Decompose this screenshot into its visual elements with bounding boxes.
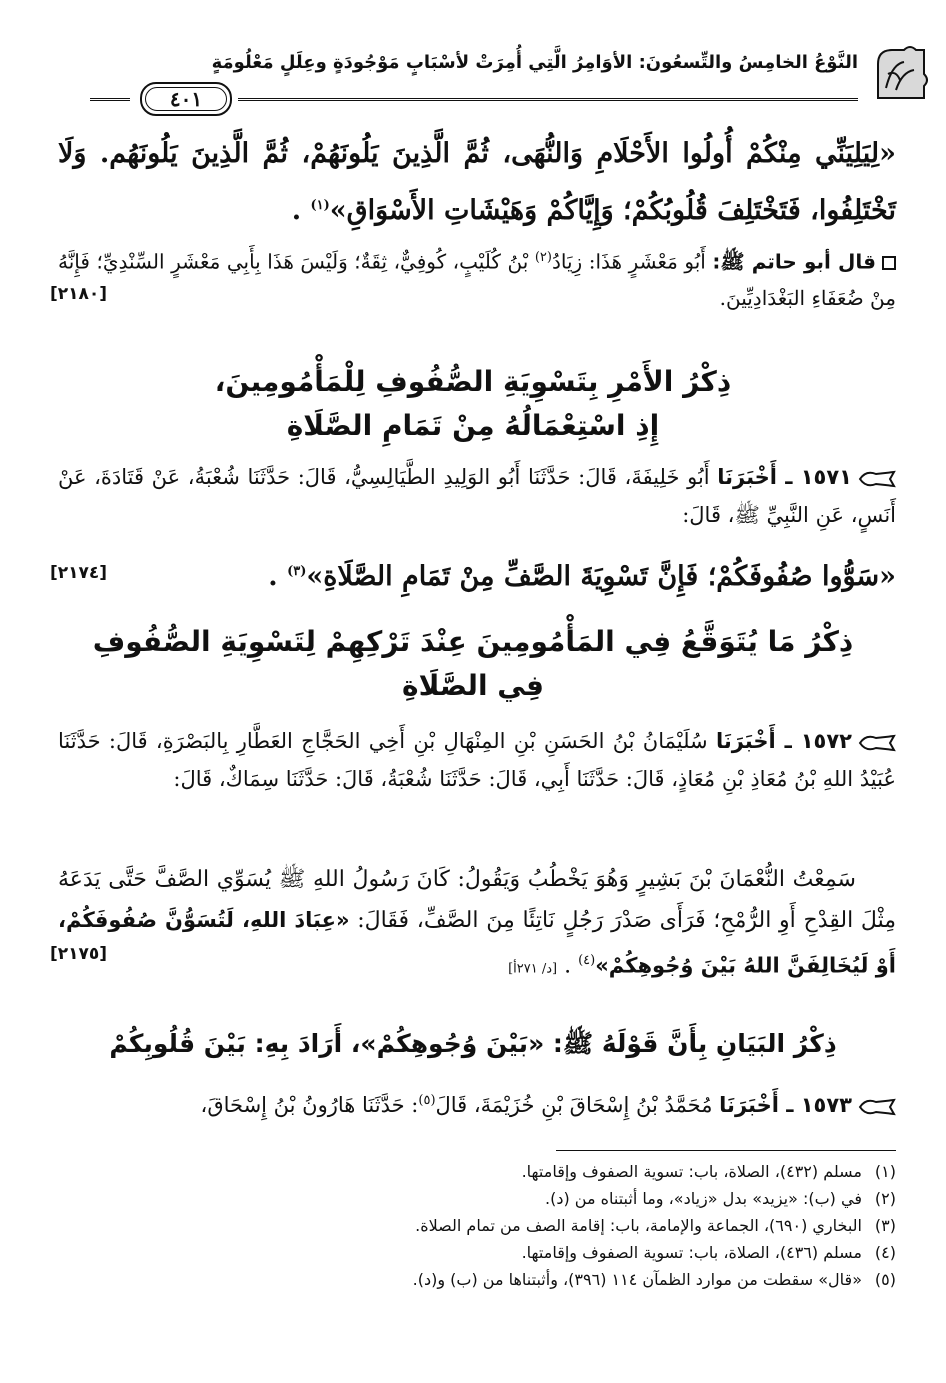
page-header (90, 40, 858, 110)
hadith-chain: : حَدَّثَنَا هَارُونُ بْنُ إِسْحَاقَ، (200, 1093, 419, 1117)
hadith-chain: سُلَيْمَانُ بْنُ الحَسَنِ بْنِ المِنْهَالِ بْنِ أَخِي الحَجَّاجِ العَطَّارِ بِالبَصْرَةِ، قَالَ: حَدَّثَنَا عُبَيْدُ اللهِ بْنُ مُعَاذِ بْنِ مُعَاذٍ، قَالَ: حَدَّثَنَا أَبِي، قَالَ: حَدَّثَنَا شُعْبَةُ، قَالَ: حَدَّثَنَا سِمَاكٌ، قَالَ: (58, 729, 896, 791)
footnote-text: البخاري (٦٩٠)، الجماعة والإمامة، باب: إقامة الصف من تمام الصلاة. (415, 1216, 862, 1235)
hadith-marker-icon (858, 732, 896, 754)
footnote (56, 1266, 896, 1293)
abu-hatim-note (58, 240, 896, 316)
footnote-text: في (ب): «يزيد» بدل «زياد»، وما أثبتناه من (د). (545, 1189, 862, 1208)
intro-hadith-text: «لِيَلِيَنِّي مِنْكُمْ أُولُوا الأَحْلَامِ وَالنُّهَى، ثُمَّ الَّذِينَ يَلُونَهُمْ، ثُمَّ الَّذِينَ يَلُونَهُم. وَلَا تَخْتَلِفُوا، فَتَخْتَلِفَ قُلُوبُكُمْ؛ وَإِيَّاكُمْ وَهَيْشَاتِ الأَسْوَاقِ» (58, 138, 896, 226)
hadith-chain: أَبُو خَلِيفَةَ، قَالَ: حَدَّثَنَا أَبُو الوَلِيدِ الطَّيَالِسِيُّ، قَالَ: حَدَّثَنَا شُعْبَةُ، عَنْ قَتَادَةَ، عَنْ أَنَسٍ، عَنِ النَّبِيِّ ﷺ، قَالَ: (58, 465, 896, 527)
footnotes (56, 1158, 896, 1293)
reference-number: [٢١٨٠] (50, 284, 108, 304)
footnote-mark: (٢) (534, 250, 552, 265)
footnote-mark: (٣) (287, 564, 307, 579)
footnote (56, 1212, 896, 1239)
corner-ornament-icon (874, 44, 928, 102)
header-rule (238, 98, 858, 101)
manuscript-mark: [د/ ٢٧١أ] (508, 961, 558, 977)
hadith-number: ١٥٧٢ ـ أَخْبَرَنَا (715, 729, 853, 753)
header-rule (90, 98, 130, 101)
section-title-line: إِذِ اسْتِعْمَالُهُ مِنْ تَمَامِ الصَّلَاةِ (286, 409, 660, 442)
footnote-number: (١) (874, 1162, 896, 1181)
square-bullet-icon (882, 256, 896, 270)
footnote-number: (٤) (874, 1243, 896, 1262)
section-title: ذِكْرُ البَيَانِ بِأَنَّ قَوْلَهُ ﷺ: «بَيْنَ وُجُوهِكُمْ»، أَرَادَ بِهِ: بَيْنَ قُلُوبِكُمْ (109, 1029, 837, 1058)
hadith-quote: «عِبَادَ اللهِ، لَتُسَوُّنَّ صُفُوفَكُمْ، أَوْ لَيُخَالِفَنَّ اللهُ بَيْنَ وُجُوهِكُمْ» (58, 908, 896, 978)
footnote-mark: (٥) (418, 1093, 436, 1108)
hadith-number: ١٥٧٣ ـ أَخْبَرَنَا (719, 1093, 852, 1117)
abu-hatim-text-2: بْنُ كُلَيْبٍ، كُوفِيٌّ، ثِقَةٌ؛ وَلَيْسَ هَذَا بِأَبِي مَعْشَرٍ السِّنْدِيِّ؛ فَإِنَّهُ مِنْ ضُعَفَاءِ البَغْدَادِيِّينَ. (58, 249, 896, 310)
footnote-mark: (١) (310, 198, 330, 213)
section-title (50, 620, 896, 708)
footnote-number: (٢) (874, 1189, 896, 1208)
hadith-1573-chain (58, 1082, 896, 1124)
intro-hadith: «لِيَلِيَنِّي مِنْكُمْ أُولُوا الأَحْلَامِ وَالنُّهَى، ثُمَّ الَّذِينَ يَلُونَهُمْ، ثُمَّ الَّذِينَ يَلُونَهُم. وَلَا تَخْتَلِفُوا، فَتَخْتَلِفَ قُلُوبُكُمْ؛ وَإِيَّاكُمْ وَهَيْشَاتِ الأَسْوَاقِ»$^{(١)}$ . (58, 138, 896, 226)
header-title: النَّوْعُ الخامِسُ والتِّسعُونَ: الأوَامِرُ الَّتِي أُمِرَتْ لأسْبَابٍ مَوْجُودَةٍ وعِلَلٍ مَعْلُومَةٍ (211, 52, 858, 73)
hadith-1571-text: «سَوُّوا صُفُوفَكُمْ؛ فَإِنَّ تَسْوِيَةَ الصَّفِّ مِنْ تَمَامِ الصَّلَاةِ»$^{(٣)}$ . (268, 561, 896, 592)
footnote-mark: (٤) (578, 953, 596, 968)
hadith-marker-icon (858, 1096, 896, 1118)
footnote (56, 1158, 896, 1185)
footnote-number: (٥) (874, 1270, 896, 1289)
reference-number: [٢١٧٤] (50, 563, 108, 583)
abu-hatim-speaker: قال أبو حاتم ﷺ: (712, 249, 876, 274)
section-title (50, 360, 896, 448)
footnote-number: (٣) (874, 1216, 896, 1235)
hadith-marker-icon (858, 468, 896, 490)
hadith-text: «سَوُّوا صُفُوفَكُمْ؛ فَإِنَّ تَسْوِيَةَ الصَّفِّ مِنْ تَمَامِ الصَّلَاةِ» (306, 561, 896, 592)
hadith-1572-text: سَمِعْتُ النُّعْمَانَ بْنَ بَشِيرٍ وَهُوَ يَخْطُبُ وَيَقُولُ: كَانَ رَسُولُ اللهِ ﷺ يُسَوِّي الصَّفَّ حَتَّى يَدَعَهُ مِثْلَ القِدْحِ أَوِ الرُّمْحِ؛ فَرَأَى صَدْرَ رَجُلٍ نَاتِئًا مِنَ الصَّفِّ، فَقَالَ: «عِبَادَ اللهِ، لَتُسَوُّنَّ صُفُوفَكُمْ، أَوْ لَيُخَالِفَنَّ اللهُ بَيْنَ وُجُوهِكُمْ»$^{(٤)}$ . [د/ ٢٧١أ] (58, 867, 896, 979)
section-title-line: فِي الصَّلَاةِ (402, 669, 544, 702)
reference-number: [٢١٧٥] (50, 944, 108, 964)
abu-hatim-text-1: أَبُو مَعْشَرٍ هَذَا: زِيَادُ (551, 249, 706, 274)
hadith-chain: مُحَمَّدُ بْنُ إِسْحَاقَ بْنِ خُزَيْمَةَ، قَالَ (435, 1093, 713, 1117)
page-number: ٤٠١ (140, 82, 232, 116)
hadith-number: ١٥٧١ ـ أَخْبَرَنَا (717, 465, 852, 489)
footnote-text: «قال» سقطت من موارد الظمآن ١١٤ (٣٩٦)، وأثبتناها من (ب) و(د). (412, 1270, 862, 1289)
footnote (56, 1239, 896, 1266)
hadith-1571-chain (58, 458, 896, 534)
hadith-text: سَمِعْتُ النُّعْمَانَ بْنَ بَشِيرٍ وَهُوَ يَخْطُبُ وَيَقُولُ: كَانَ رَسُولُ اللهِ ﷺ يُسَوِّي الصَّفَّ حَتَّى يَدَعَهُ مِثْلَ القِدْحِ أَوِ الرُّمْحِ؛ فَرَأَى صَدْرَ رَجُلٍ نَاتِئًا مِنَ الصَّفِّ، فَقَالَ: (58, 867, 896, 933)
footnote-text: مسلم (٤٣٢)، الصلاة، باب: تسوية الصفوف وإقامتها. (521, 1162, 862, 1181)
footnote (56, 1185, 896, 1212)
section-title-line: ذِكْرُ مَا يُتَوَقَّعُ فِي المَأْمُومِينَ عِنْدَ تَرْكِهِمْ لِتَسْوِيَةِ الصُّفُوفِ (92, 625, 854, 658)
footnote-divider (556, 1150, 896, 1151)
footnote-text: مسلم (٤٣٦)، الصلاة، باب: تسوية الصفوف وإقامتها. (521, 1243, 862, 1262)
section-title-line: ذِكْرُ الأَمْرِ بِتَسْوِيَةِ الصُّفُوفِ لِلْمَأْمُومِينَ، (214, 365, 732, 398)
hadith-1572-chain (58, 722, 896, 798)
